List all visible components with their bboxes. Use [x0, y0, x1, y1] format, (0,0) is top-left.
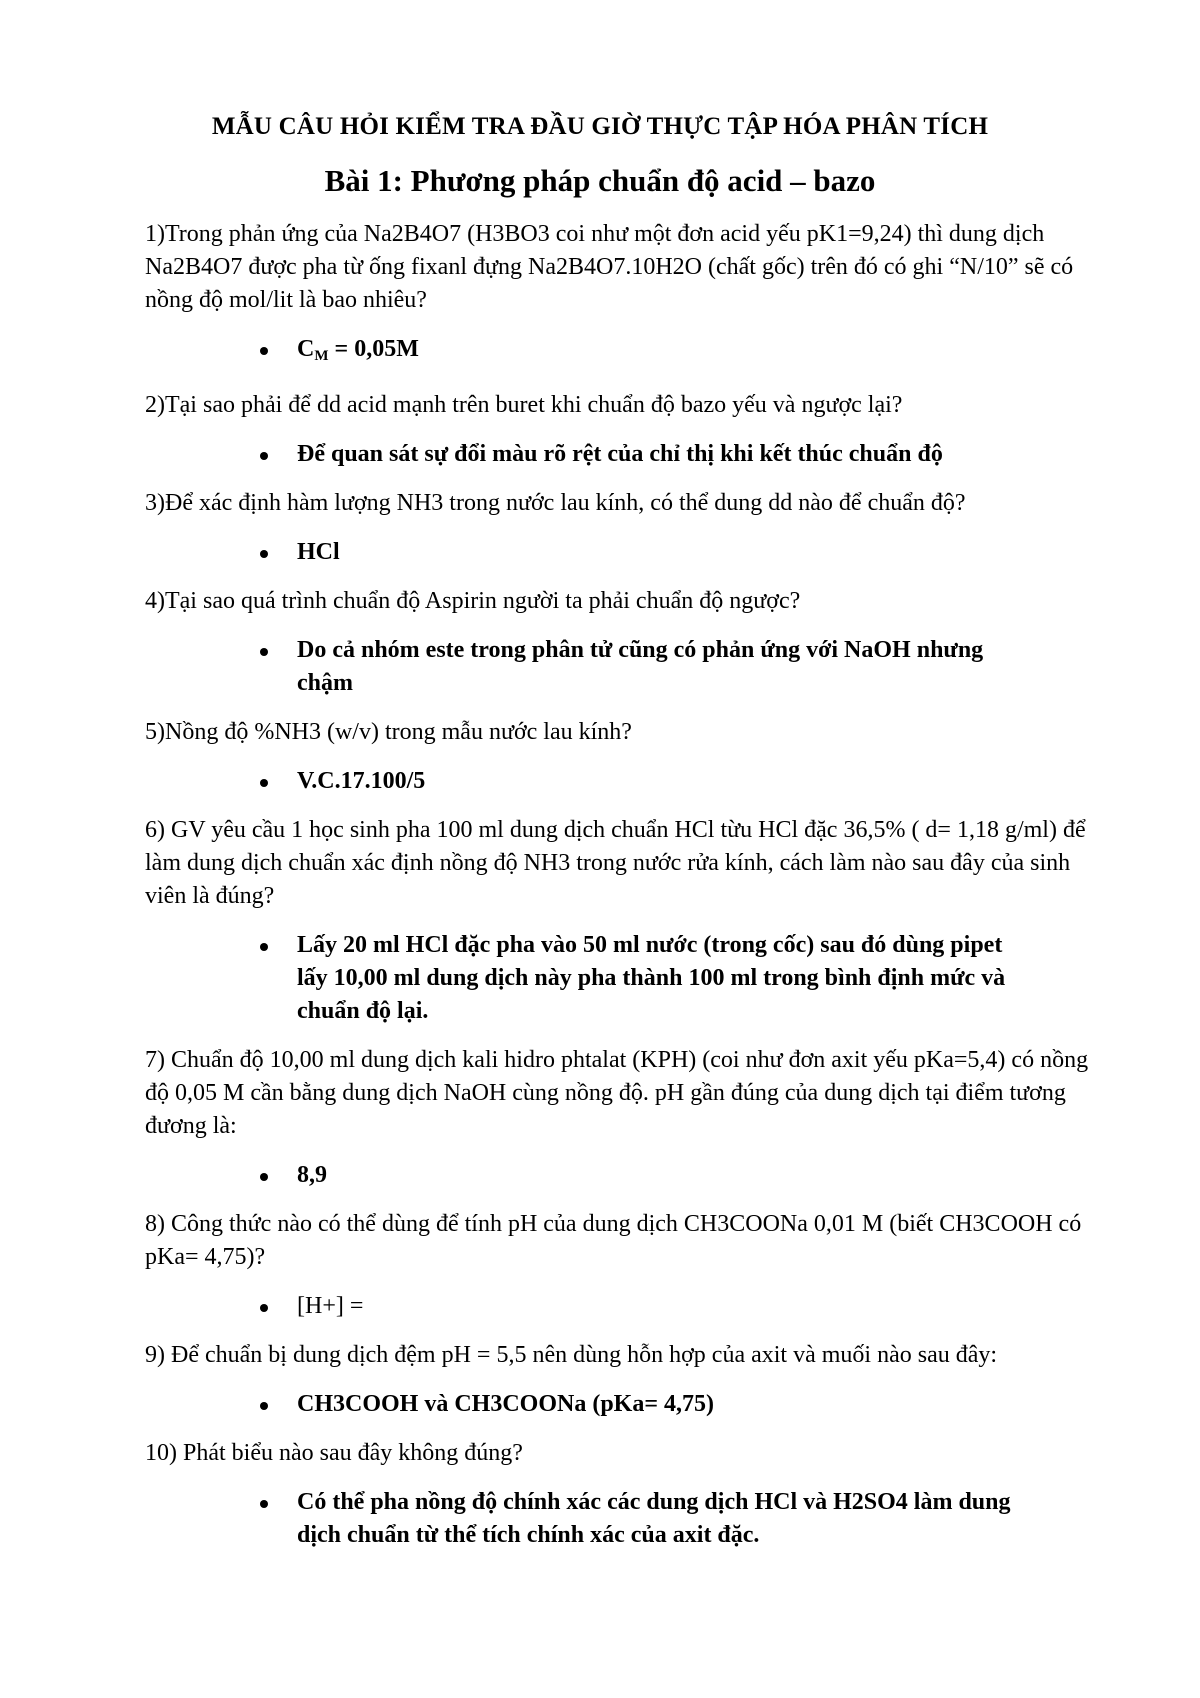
bullet-icon: [260, 943, 268, 951]
question-5: 5)Nồng độ %NH3 (w/v) trong mẫu nước lau kính?: [145, 719, 632, 745]
answer-1: [145, 333, 1095, 373]
answer-4: [145, 634, 1095, 700]
bullet-icon: [260, 347, 268, 355]
answer-1-symbol: C: [297, 336, 315, 362]
answer-6: [145, 929, 1095, 1028]
answer-7: [145, 1159, 1095, 1192]
answer-5-text: V.C.17.100/5: [297, 768, 426, 794]
document-title: MẪU CÂU HỎI KIỂM TRA ĐẦU GIỜ THỰC TẬP HÓA PHÂN TÍCH: [211, 113, 989, 140]
question-8: 8) Công thức nào có thể dùng để tính pH của dung dịch CH3COONa 0,01 M (biết CH3COOH có pKa= 4,75)?: [145, 1211, 1082, 1270]
question-2: 2)Tại sao phải để dd acid mạnh trên buret khi chuẩn độ bazo yếu và ngược lại?: [145, 392, 903, 418]
bullet-icon: [260, 779, 268, 787]
answer-6-text: Lấy 20 ml HCl đặc pha vào 50 ml nước (trong cốc) sau đó dùng pipet lấy 10,00 ml dung dịch này pha thành 100 ml trong bình định mức và chuẩn độ lại.: [297, 932, 1006, 1024]
answer-2: [145, 438, 1095, 471]
question-9: 9) Để chuẩn bị dung dịch đệm pH = 5,5 nên dùng hỗn hợp của axit và muối nào sau đây:: [145, 1342, 998, 1368]
bullet-icon: [260, 452, 268, 460]
answer-3-text: HCl: [297, 539, 340, 565]
answer-9-text: CH3COOH và CH3COONa (pKa= 4,75): [297, 1391, 715, 1417]
answer-8: [145, 1290, 1095, 1323]
answer-10: [145, 1486, 1095, 1552]
question-3: 3)Để xác định hàm lượng NH3 trong nước lau kính, có thể dung dd nào để chuẩn độ?: [145, 490, 966, 516]
bullet-icon: [260, 1173, 268, 1181]
question-1: 1)Trong phản ứng của Na2B4O7 (H3BO3 coi như một đơn acid yếu pK1=9,24) thì dung dịch Na2B4O7 được pha từ ống fixanl đựng Na2B4O7.10H2O (chất gốc) trên đó có ghi “N/10” sẽ có nồng độ mol/lit là bao nhiêu?: [145, 221, 1074, 313]
question-6: 6) GV yêu cầu 1 học sinh pha 100 ml dung dịch chuẩn HCl từu HCl đặc 36,5% ( d= 1,18 g/ml) để làm dung dịch chuẩn xác định nồng độ NH3 trong nước rửa kính, cách làm nào sau đây của sinh viên là đúng?: [145, 817, 1086, 909]
question-10: 10) Phát biểu nào sau đây không đúng?: [145, 1440, 523, 1466]
bullet-icon: [260, 1304, 268, 1312]
answer-4-text: Do cả nhóm este trong phân tử cũng có phản ứng với NaOH nhưng chậm: [297, 637, 984, 696]
bullet-icon: [260, 550, 268, 558]
answer-10-text: Có thể pha nồng độ chính xác các dung dịch HCl và H2SO4 làm dung dịch chuẩn từ thể tích chính xác của axit đặc.: [297, 1489, 1011, 1548]
answer-9: [145, 1388, 1095, 1421]
bullet-icon: [260, 648, 268, 656]
answer-1-subscript: M: [314, 348, 329, 364]
answer-1-value: = 0,05M: [328, 336, 419, 362]
bullet-icon: [260, 1500, 268, 1508]
answer-5: [145, 765, 1095, 798]
answer-7-text: 8,9: [297, 1162, 327, 1188]
question-7: 7) Chuẩn độ 10,00 ml dung dịch kali hidro phtalat (KPH) (coi như đơn axit yếu pKa=5,4) có nồng độ 0,05 M cần bằng dung dịch NaOH cùng nồng độ. pH gần đúng của dung dịch tại điểm tương đương là:: [145, 1047, 1089, 1139]
bullet-icon: [260, 1402, 268, 1410]
question-list: [145, 218, 1095, 1568]
answer-8-text: [H+] =: [297, 1293, 364, 1319]
answer-2-text: Để quan sát sự đổi màu rõ rệt của chỉ thị khi kết thúc chuẩn độ: [297, 441, 943, 467]
section-title: Bài 1: Phương pháp chuẩn độ acid – bazo: [324, 163, 876, 198]
question-4: 4)Tại sao quá trình chuẩn độ Aspirin người ta phải chuẩn độ ngược?: [145, 588, 801, 614]
answer-3: [145, 536, 1095, 569]
